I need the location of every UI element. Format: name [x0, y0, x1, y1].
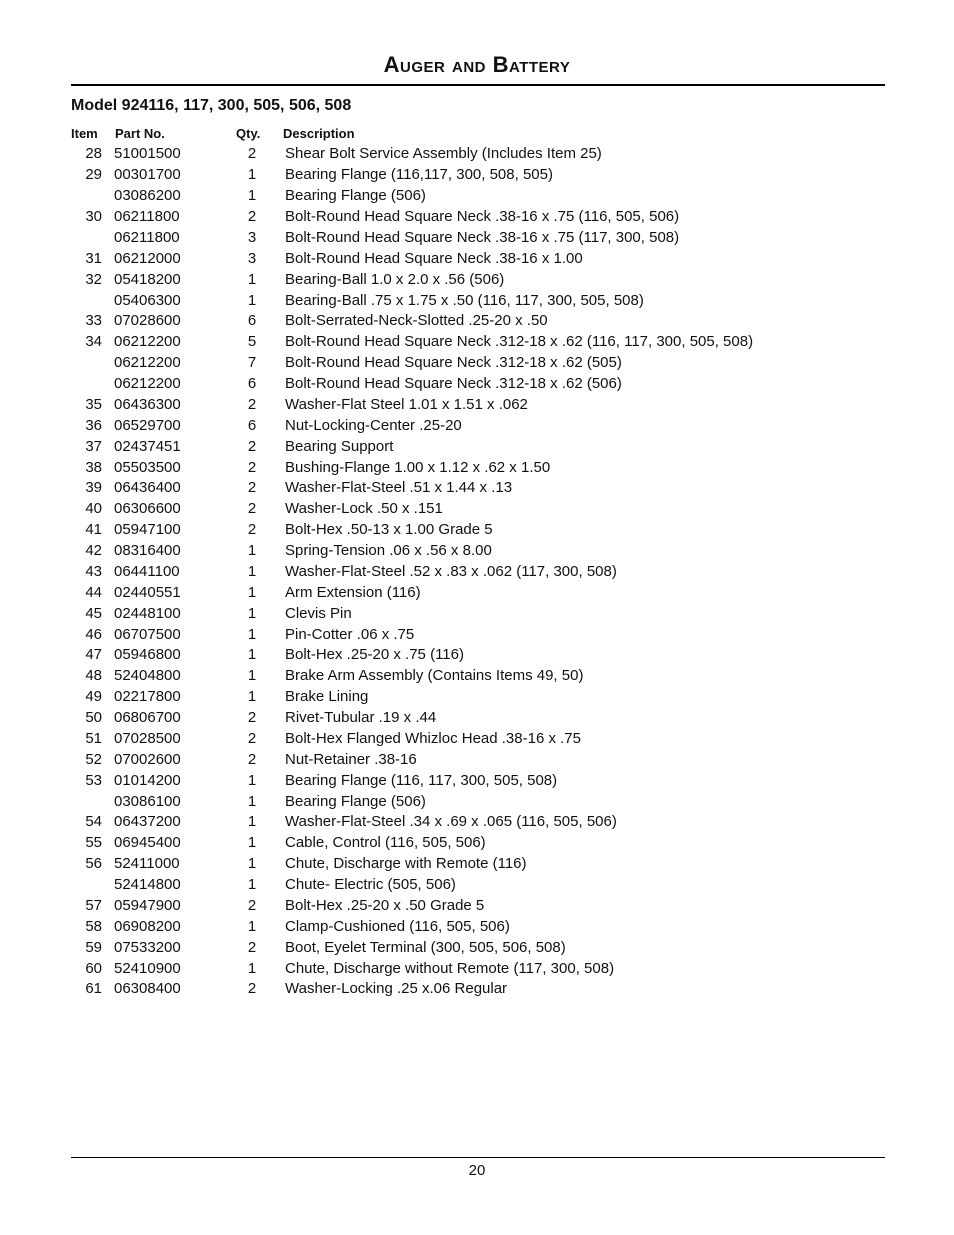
- description: Bearing Flange (506): [285, 792, 426, 810]
- part-number: 06212200: [114, 375, 181, 393]
- part-number: 02448100: [114, 604, 181, 622]
- part-number: 06212200: [114, 354, 181, 372]
- part-number: 06707500: [114, 625, 181, 643]
- description: Chute, Discharge without Remote (117, 300, 508): [285, 959, 615, 977]
- item-number: 44: [85, 583, 102, 601]
- header-qty: Qty.: [236, 125, 261, 141]
- part-number: 01014200: [114, 771, 181, 789]
- quantity: 3: [247, 228, 257, 246]
- table-row: [71, 791, 753, 812]
- description: Bolt-Round Head Square Neck .312-18 x .62 (116, 117, 300, 505, 508): [285, 333, 754, 351]
- description: Washer-Locking .25 x.06 Regular: [285, 980, 508, 998]
- item-number: [71, 290, 102, 311]
- description: Chute- Electric (505, 506): [285, 876, 456, 894]
- description: Washer-Flat-Steel .52 x .83 x .062 (117, 300, 508): [285, 562, 617, 580]
- parts-table-body: [71, 144, 753, 1000]
- table-row: [71, 603, 753, 624]
- part-number: 00301700: [114, 166, 181, 184]
- table-row: [71, 937, 753, 958]
- description: Nut-Locking-Center .25-20: [285, 416, 462, 434]
- item-number: 42: [85, 542, 102, 560]
- quantity: 6: [247, 312, 257, 330]
- description: Bolt-Round Head Square Neck .38-16 x .75 (117, 300, 508): [285, 228, 680, 246]
- item-number: 37: [85, 437, 102, 455]
- quantity: 2: [247, 750, 257, 768]
- item-number: 40: [85, 500, 102, 518]
- item-number: 38: [85, 458, 102, 476]
- quantity: 2: [247, 500, 257, 518]
- table-row: [71, 896, 753, 917]
- item-number: [71, 353, 102, 374]
- quantity: 1: [247, 583, 257, 601]
- table-row: [71, 624, 753, 645]
- table-row: [71, 269, 753, 290]
- part-number: 51001500: [114, 145, 181, 163]
- quantity: 2: [247, 479, 257, 497]
- table-row: [71, 875, 753, 896]
- item-number: [71, 186, 102, 207]
- part-number: 05406300: [114, 291, 181, 309]
- quantity: 1: [247, 834, 257, 852]
- quantity: 1: [247, 166, 257, 184]
- description: Brake Lining: [285, 688, 369, 706]
- table-row: [71, 729, 753, 750]
- quantity: 1: [247, 291, 257, 309]
- table-row: [71, 916, 753, 937]
- part-number: 08316400: [114, 542, 181, 560]
- part-number: 05503500: [114, 458, 181, 476]
- description: Chute, Discharge with Remote (116): [285, 855, 527, 873]
- item-number: 31: [85, 249, 102, 267]
- table-row: [71, 415, 753, 436]
- item-number: 36: [85, 416, 102, 434]
- page-number: 20: [468, 1162, 486, 1179]
- description: Bearing-Ball .75 x 1.75 x .50 (116, 117, 300, 505, 508): [285, 291, 644, 309]
- quantity: 1: [247, 959, 257, 977]
- description: Pin-Cotter .06 x .75: [285, 625, 415, 643]
- part-number: 06945400: [114, 834, 181, 852]
- table-row: [71, 854, 753, 875]
- quantity: 2: [247, 729, 257, 747]
- item-number: 48: [85, 667, 102, 685]
- item-number: 55: [85, 834, 102, 852]
- item-number: 51: [85, 729, 102, 747]
- table-row: [71, 958, 753, 979]
- table-row: [71, 833, 753, 854]
- description: Bearing Flange (116, 117, 300, 505, 508): [285, 771, 558, 789]
- part-number: 07533200: [114, 938, 181, 956]
- description: Bolt-Round Head Square Neck .38-16 x 1.00: [285, 249, 583, 267]
- description: Bolt-Round Head Square Neck .38-16 x .75 (116, 505, 506): [285, 208, 680, 226]
- part-number: 06436400: [114, 479, 181, 497]
- quantity: 1: [247, 667, 257, 685]
- quantity: 1: [247, 270, 257, 288]
- table-row: [71, 332, 753, 353]
- quantity: 7: [247, 354, 257, 372]
- part-number: 05947900: [114, 896, 181, 914]
- item-number: 52: [85, 750, 102, 768]
- item-number: 54: [85, 813, 102, 831]
- part-number: 06308400: [114, 980, 181, 998]
- table-row: [71, 248, 753, 269]
- item-number: [71, 228, 102, 249]
- part-number: 06437200: [114, 813, 181, 831]
- table-row: [71, 457, 753, 478]
- item-number: 59: [85, 938, 102, 956]
- description: Nut-Retainer .38-16: [285, 750, 417, 768]
- quantity: 1: [247, 876, 257, 894]
- quantity: 1: [247, 542, 257, 560]
- table-row: [71, 353, 753, 374]
- part-number: 52410900: [114, 959, 181, 977]
- quantity: 2: [247, 709, 257, 727]
- description: Washer-Flat-Steel .51 x 1.44 x .13: [285, 479, 513, 497]
- item-number: 58: [85, 917, 102, 935]
- part-number: 06212000: [114, 249, 181, 267]
- table-row: [71, 374, 753, 395]
- quantity: 2: [247, 980, 257, 998]
- quantity: 6: [247, 416, 257, 434]
- page-title: Auger and Battery: [383, 52, 571, 77]
- description: Spring-Tension .06 x .56 x 8.00: [285, 542, 492, 560]
- table-row: [71, 979, 753, 1000]
- description: Rivet-Tubular .19 x .44: [285, 709, 437, 727]
- table-row: [71, 290, 753, 311]
- part-number: 52411000: [114, 855, 180, 873]
- quantity: 1: [247, 792, 257, 810]
- description: Bearing Support: [285, 437, 394, 455]
- quantity: 1: [247, 604, 257, 622]
- table-row: [71, 144, 753, 165]
- table-row: [71, 708, 753, 729]
- table-row: [71, 478, 753, 499]
- item-number: 30: [85, 208, 102, 226]
- part-number: 05418200: [114, 270, 181, 288]
- quantity: 2: [247, 395, 257, 413]
- table-row: [71, 186, 753, 207]
- part-number: 06436300: [114, 395, 181, 413]
- description: Bolt-Round Head Square Neck .312-18 x .62 (506): [285, 375, 622, 393]
- header-item: Item: [71, 125, 98, 141]
- part-number: 07028600: [114, 312, 181, 330]
- part-number: 06441100: [114, 562, 180, 580]
- part-number: 06211800: [114, 208, 180, 226]
- table-row: [71, 562, 753, 583]
- table-row: [71, 311, 753, 332]
- table-row: [71, 395, 753, 416]
- table-row: [71, 687, 753, 708]
- item-number: 56: [85, 855, 102, 873]
- description: Bushing-Flange 1.00 x 1.12 x .62 x 1.50: [285, 458, 551, 476]
- footer-divider: [71, 1157, 885, 1158]
- table-row: [71, 436, 753, 457]
- description: Cable, Control (116, 505, 506): [285, 834, 486, 852]
- item-number: 33: [85, 312, 102, 330]
- item-number: 53: [85, 771, 102, 789]
- description: Washer-Flat Steel 1.01 x 1.51 x .062: [285, 395, 528, 413]
- item-number: 57: [85, 896, 102, 914]
- quantity: 1: [247, 917, 257, 935]
- item-number: 43: [85, 562, 102, 580]
- description: Arm Extension (116): [285, 583, 421, 601]
- item-number: 46: [85, 625, 102, 643]
- description: Bolt-Serrated-Neck-Slotted .25-20 x .50: [285, 312, 548, 330]
- part-number: 07002600: [114, 750, 181, 768]
- item-number: 29: [85, 166, 102, 184]
- table-row: [71, 228, 753, 249]
- quantity: 1: [247, 771, 257, 789]
- description: Bolt-Round Head Square Neck .312-18 x .62 (505): [285, 354, 622, 372]
- table-row: [71, 520, 753, 541]
- table-row: [71, 207, 753, 228]
- part-number: 02437451: [114, 437, 181, 455]
- item-number: 32: [85, 270, 102, 288]
- part-number: 52414800: [114, 876, 181, 894]
- description: Clevis Pin: [285, 604, 352, 622]
- table-header-row: [71, 122, 753, 144]
- description: Shear Bolt Service Assembly (Includes Item 25): [285, 145, 602, 163]
- part-number: 07028500: [114, 729, 181, 747]
- quantity: 1: [247, 562, 257, 580]
- part-number: 05946800: [114, 646, 181, 664]
- item-number: 49: [85, 688, 102, 706]
- description: Clamp-Cushioned (116, 505, 506): [285, 917, 510, 935]
- part-number: 03086100: [114, 792, 181, 810]
- quantity: 2: [247, 938, 257, 956]
- table-row: [71, 582, 753, 603]
- part-number: 06806700: [114, 709, 181, 727]
- part-number: 05947100: [114, 521, 181, 539]
- table-row: [71, 770, 753, 791]
- item-number: [71, 374, 102, 395]
- item-number: 50: [85, 709, 102, 727]
- table-row: [71, 165, 753, 186]
- parts-table: [71, 122, 753, 1000]
- item-number: 61: [85, 980, 102, 998]
- table-row: [71, 812, 753, 833]
- quantity: 1: [247, 855, 257, 873]
- quantity: 3: [247, 249, 257, 267]
- description: Bearing-Ball 1.0 x 2.0 x .56 (506): [285, 270, 505, 288]
- item-number: 47: [85, 646, 102, 664]
- quantity: 2: [247, 521, 257, 539]
- quantity: 6: [247, 375, 257, 393]
- table-row: [71, 666, 753, 687]
- description: Bearing Flange (506): [285, 187, 426, 205]
- header-part-no: Part No.: [115, 125, 165, 141]
- quantity: 5: [247, 333, 257, 351]
- part-number: 06212200: [114, 333, 181, 351]
- description: Bolt-Hex Flanged Whizloc Head .38-16 x .75: [285, 729, 581, 747]
- description: Washer-Lock .50 x .151: [285, 500, 443, 518]
- description: Bearing Flange (116,117, 300, 508, 505): [285, 166, 553, 184]
- part-number: 06211800: [114, 228, 180, 246]
- part-number: 06306600: [114, 500, 181, 518]
- table-row: [71, 541, 753, 562]
- description: Bolt-Hex .50-13 x 1.00 Grade 5: [285, 521, 493, 539]
- title-divider: [71, 84, 885, 86]
- quantity: 2: [247, 145, 257, 163]
- quantity: 1: [247, 187, 257, 205]
- quantity: 1: [247, 688, 257, 706]
- description: Washer-Flat-Steel .34 x .69 x .065 (116, 505, 506): [285, 813, 617, 831]
- quantity: 2: [247, 437, 257, 455]
- part-number: 02217800: [114, 688, 181, 706]
- item-number: 35: [85, 395, 102, 413]
- item-number: 39: [85, 479, 102, 497]
- item-number: 34: [85, 333, 102, 351]
- quantity: 2: [247, 896, 257, 914]
- item-number: 41: [85, 521, 102, 539]
- part-number: 52404800: [114, 667, 181, 685]
- table-row: [71, 499, 753, 520]
- part-number: 02440551: [114, 583, 181, 601]
- quantity: 1: [247, 646, 257, 664]
- quantity: 2: [247, 208, 257, 226]
- item-number: 60: [85, 959, 102, 977]
- part-number: 06529700: [114, 416, 181, 434]
- item-number: 45: [85, 604, 102, 622]
- description: Bolt-Hex .25-20 x .50 Grade 5: [285, 896, 485, 914]
- part-number: 06908200: [114, 917, 181, 935]
- quantity: 1: [247, 813, 257, 831]
- description: Brake Arm Assembly (Contains Items 49, 50): [285, 667, 584, 685]
- description: Bolt-Hex .25-20 x .75 (116): [285, 646, 464, 664]
- quantity: 1: [247, 625, 257, 643]
- quantity: 2: [247, 458, 257, 476]
- item-number: [71, 791, 102, 812]
- item-number: 28: [85, 145, 102, 163]
- table-row: [71, 749, 753, 770]
- header-description: Description: [283, 125, 355, 141]
- item-number: [71, 875, 102, 896]
- description: Boot, Eyelet Terminal (300, 505, 506, 508): [285, 938, 566, 956]
- table-row: [71, 645, 753, 666]
- part-number: 03086200: [114, 187, 181, 205]
- model-heading: Model 924116, 117, 300, 505, 506, 508: [71, 97, 352, 114]
